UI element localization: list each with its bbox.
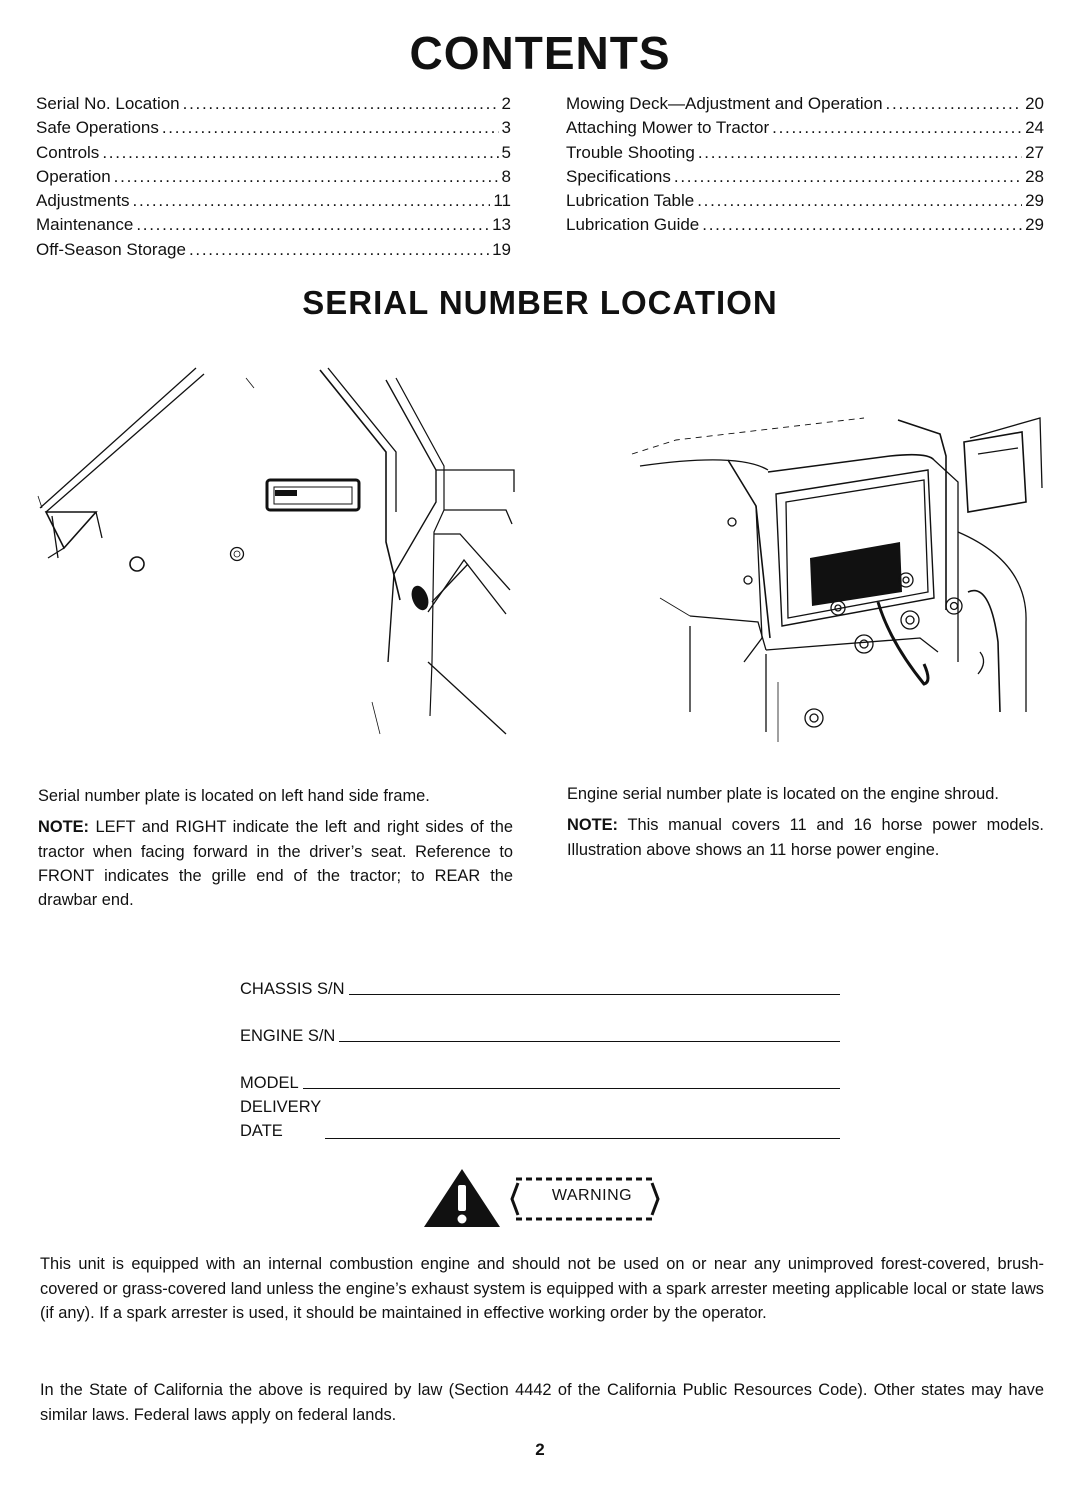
toc-entry <box>566 189 1044 213</box>
engine-serial-plate-illustration <box>628 412 1048 742</box>
toc-leader-dots <box>102 141 498 165</box>
delivery-date-label <box>240 1093 325 1143</box>
model-line[interactable] <box>303 1087 840 1089</box>
toc-leader-dots <box>674 165 1022 189</box>
note-text: LEFT and RIGHT indicate the left and right sides of the tractor when facing forward in the driver’s seat. Reference to FRONT indicates the grille end of the tractor; to REAR the drawbar end. <box>38 818 513 910</box>
toc-entry-label: Adjustments <box>36 191 130 211</box>
toc-entry <box>566 92 1044 116</box>
toc-entry <box>36 238 511 262</box>
toc-entry-label: Lubrication Table <box>566 191 695 211</box>
toc-entry-label: Off-Season Storage <box>36 239 186 259</box>
toc-entry-label: Specifications <box>566 166 671 186</box>
toc-entry <box>36 116 511 140</box>
contents-list-left <box>36 92 511 262</box>
toc-entry-page: 5 <box>501 142 511 162</box>
delivery-label: DELIVERY <box>240 1098 322 1116</box>
serial-record-form <box>240 952 840 1143</box>
left-illustration-caption <box>38 784 513 919</box>
toc-entry-page: 29 <box>1025 215 1044 235</box>
toc-leader-dots <box>133 189 491 213</box>
chassis-sn-field[interactable] <box>240 952 840 999</box>
horsepower-note <box>567 813 1044 862</box>
toc-entry-label: Maintenance <box>36 215 134 235</box>
delivery-date-field[interactable] <box>240 1093 840 1143</box>
toc-entry <box>36 165 511 189</box>
toc-leader-dots <box>698 141 1022 165</box>
toc-entry-page: 19 <box>492 239 511 259</box>
contents-title: CONTENTS <box>409 27 671 79</box>
engine-plate-caption: Engine serial number plate is located on the engine shroud. <box>567 785 999 803</box>
toc-leader-dots <box>886 92 1023 116</box>
toc-entry <box>566 141 1044 165</box>
serial-number-location-title: SERIAL NUMBER LOCATION <box>302 284 778 321</box>
toc-entry-label: Trouble Shooting <box>566 142 695 162</box>
toc-leader-dots <box>162 116 499 140</box>
toc-leader-dots <box>697 189 1022 213</box>
model-field[interactable] <box>240 1046 840 1093</box>
model-label: MODEL <box>240 1074 299 1092</box>
left-right-note <box>38 815 513 912</box>
toc-entry-label: Mowing Deck—Adjustment and Operation <box>566 94 883 113</box>
note-label: NOTE: <box>38 818 89 837</box>
toc-entry <box>36 189 511 213</box>
frame-serial-plate-illustration <box>36 362 520 740</box>
toc-entry-label: Lubrication Guide <box>566 215 700 235</box>
toc-entry-page: 28 <box>1025 166 1044 186</box>
engine-sn-label: ENGINE S/N <box>240 1027 336 1045</box>
toc-entry-page: 20 <box>1025 94 1044 113</box>
chassis-sn-label: CHASSIS S/N <box>240 980 345 998</box>
toc-entry <box>36 141 511 165</box>
toc-leader-dots <box>189 238 489 262</box>
contents-list-right <box>566 92 1044 238</box>
toc-entry <box>566 116 1044 140</box>
toc-leader-dots <box>114 165 499 189</box>
note-text: This manual covers 11 and 16 horse power models. Illustration above shows an 11 horse power engine. <box>567 816 1044 859</box>
spark-arrester-warning-text: This unit is equipped with an internal combustion engine and should not be used on or near any unimproved forest-covered, brush-covered or grass-covered land unless the engine’s exhaust system is equipped with a spark arrester meeting applicable local or state laws (if any). If a spark arrester is used, it should be maintained in effective working order by the operator. <box>40 1255 1044 1322</box>
toc-leader-dots <box>136 213 489 237</box>
toc-entry <box>566 213 1044 237</box>
toc-leader-dots <box>183 92 499 116</box>
toc-entry-page: 13 <box>492 215 511 235</box>
toc-entry-page: 24 <box>1025 118 1044 138</box>
toc-entry-page: 8 <box>501 166 511 186</box>
toc-entry-page: 2 <box>501 94 511 113</box>
delivery-date-line[interactable] <box>325 1137 840 1139</box>
toc-leader-dots <box>772 116 1022 140</box>
page-number: 2 <box>535 1440 545 1459</box>
toc-entry-page: 29 <box>1025 191 1044 211</box>
frame-plate-caption: Serial number plate is located on left hand side frame. <box>38 787 430 805</box>
toc-entry <box>36 213 511 237</box>
toc-entry-label: Serial No. Location <box>36 94 180 113</box>
toc-entry-page: 27 <box>1025 142 1044 162</box>
toc-entry-page: 11 <box>493 191 511 211</box>
toc-entry-label: Operation <box>36 166 111 186</box>
toc-entry-label: Controls <box>36 142 100 162</box>
california-law-text: In the State of California the above is required by law (Section 4442 of the California Public Resources Code). Other states may have similar laws. Federal laws apply on federal lands. <box>40 1381 1044 1424</box>
chassis-sn-line[interactable] <box>349 993 840 995</box>
toc-entry-label: Safe Operations <box>36 118 159 138</box>
right-illustration-caption <box>567 782 1044 869</box>
toc-entry <box>566 165 1044 189</box>
toc-entry-label: Attaching Mower to Tractor <box>566 118 770 138</box>
toc-entry <box>36 92 511 116</box>
toc-entry-page: 3 <box>501 118 511 138</box>
toc-leader-dots <box>702 213 1022 237</box>
engine-sn-field[interactable] <box>240 999 840 1046</box>
engine-sn-line[interactable] <box>339 1040 840 1042</box>
note-label: NOTE: <box>567 816 618 835</box>
date-label: DATE <box>240 1122 283 1140</box>
warning-banner <box>422 1165 662 1231</box>
warning-label: WARNING <box>551 1187 633 1204</box>
